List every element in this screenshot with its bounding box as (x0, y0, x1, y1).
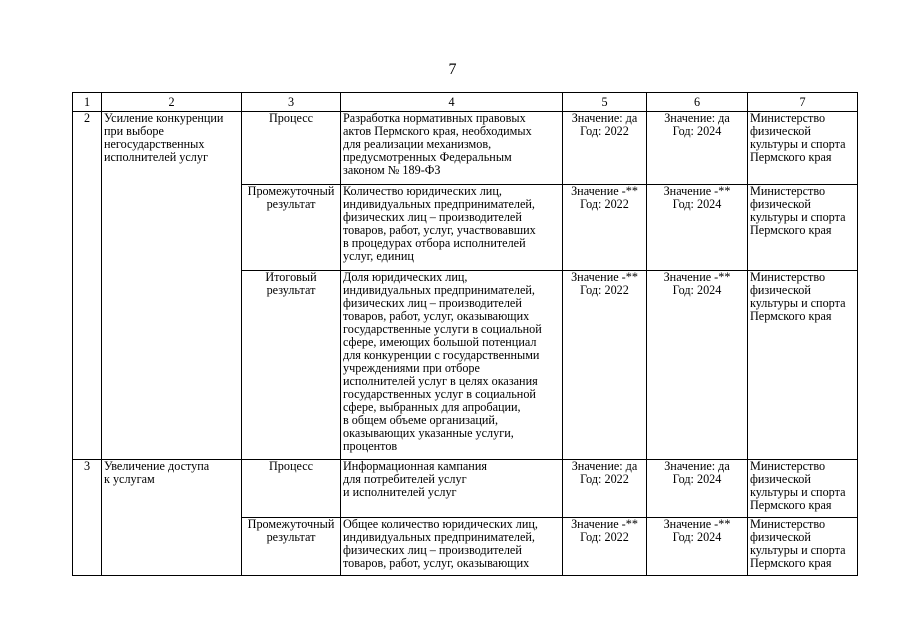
responsible-cell (748, 271, 858, 460)
target-value-cell (647, 112, 748, 185)
measure-type-line: результат (266, 530, 316, 544)
column-header: 3 (242, 93, 341, 112)
indicator-line: Общее количество юридических лиц, (343, 517, 538, 531)
indicator-line: сфере, выбранных для апробации, (343, 400, 521, 414)
indicator-line: Количество юридических лиц, (343, 184, 502, 198)
task-line: Увеличение доступа (104, 459, 210, 473)
indicator-line: государственных услуг в социальной (343, 387, 536, 401)
indicator-cell (341, 112, 563, 185)
responsible-line: Пермского края (750, 309, 832, 323)
base-value-cell (563, 271, 647, 460)
indicator-line: для потребителей услуг (343, 472, 467, 486)
indicator-line: для реализации механизмов, (343, 137, 492, 151)
base-value-cell (563, 460, 647, 518)
responsible-line: Пермского края (750, 556, 832, 570)
responsible-line: Министерство (750, 459, 826, 473)
column-header: 5 (563, 93, 647, 112)
value-line: Значение -** (663, 184, 731, 198)
indicator-line: физических лиц – производителей (343, 543, 522, 557)
task-cell (102, 112, 242, 460)
task-line: негосударственных (104, 137, 205, 151)
year-line: Год: 2024 (672, 197, 722, 211)
indicator-line: товаров, работ, услуг, оказывающих (343, 309, 530, 323)
measure-type-cell (242, 460, 341, 518)
indicator-line: Доля юридических лиц, (343, 270, 468, 284)
indicator-line: индивидуальных предпринимателей, (343, 283, 535, 297)
responsible-line: физической (750, 472, 811, 486)
responsible-line: культуры и спорта (750, 210, 846, 224)
task-line: при выборе (104, 124, 164, 138)
responsible-cell (748, 112, 858, 185)
year-line: Год: 2022 (580, 283, 629, 297)
indicator-line: предусмотренных Федеральным (343, 150, 512, 164)
responsible-line: культуры и спорта (750, 296, 846, 310)
indicator-line: индивидуальных предпринимателей, (343, 530, 535, 544)
indicator-line: сфере, имеющих большой потенциал (343, 335, 537, 349)
indicator-line: Информационная кампания (343, 459, 487, 473)
responsible-line: Министерство (750, 184, 826, 198)
indicator-line: и исполнителей услуг (343, 485, 457, 499)
task-line: исполнителей услуг (104, 150, 208, 164)
indicator-line: для конкуренции с государственными (343, 348, 540, 362)
responsible-cell (748, 460, 858, 518)
indicator-line: в процедурах отбора исполнителей (343, 236, 526, 250)
indicator-line: учреждениями при отборе (343, 361, 480, 375)
indicator-line: процентов (343, 439, 398, 453)
value-line: Значение: да (664, 111, 730, 125)
year-line: Год: 2022 (580, 124, 629, 138)
measure-type-cell (242, 112, 341, 185)
target-value-cell (647, 271, 748, 460)
value-line: Значение -** (571, 517, 638, 531)
indicator-line: оказывающих указанные услуги, (343, 426, 514, 440)
page-number: 7 (448, 61, 457, 78)
indicator-cell (341, 271, 563, 460)
measure-type-line: Процесс (268, 111, 314, 125)
value-line: Значение: да (664, 459, 730, 473)
target-value-cell (647, 460, 748, 518)
column-header: 1 (73, 93, 102, 112)
column-header: 4 (341, 93, 563, 112)
measure-type-line: Процесс (268, 459, 314, 473)
responsible-line: Министерство (750, 517, 826, 531)
indicator-line: физических лиц – производителей (343, 210, 522, 224)
measures-table (72, 92, 858, 576)
responsible-cell (748, 518, 858, 576)
indicator-line: услуг, единиц (343, 249, 414, 263)
responsible-line: физической (750, 197, 811, 211)
indicator-line: в общем объеме организаций, (343, 413, 498, 427)
table-header-row (73, 93, 858, 112)
base-value-cell (563, 518, 647, 576)
column-header: 7 (748, 93, 858, 112)
responsible-line: культуры и спорта (750, 543, 846, 557)
target-value-cell (647, 185, 748, 271)
responsible-line: культуры и спорта (750, 137, 846, 151)
value-line: Значение: да (571, 111, 638, 125)
responsible-line: физической (750, 283, 811, 297)
base-value-cell (563, 112, 647, 185)
indicator-line: законом № 189-ФЗ (343, 163, 441, 177)
responsible-line: культуры и спорта (750, 485, 846, 499)
base-value-cell (563, 185, 647, 271)
column-header: 2 (102, 93, 242, 112)
indicator-line: исполнителей услуг в целях оказания (343, 374, 538, 388)
year-line: Год: 2024 (672, 472, 722, 486)
indicator-cell (341, 185, 563, 271)
indicator-line: физических лиц – производителей (343, 296, 522, 310)
value-line: Значение -** (571, 184, 638, 198)
responsible-line: Пермского края (750, 150, 832, 164)
measure-type-line: Промежуточный (247, 517, 335, 531)
table-row (73, 460, 858, 518)
indicator-cell (341, 460, 563, 518)
task-cell (102, 460, 242, 576)
measure-type-line: результат (266, 283, 316, 297)
measure-type-cell (242, 518, 341, 576)
measure-type-line: Промежуточный (247, 184, 335, 198)
responsible-line: Пермского края (750, 223, 832, 237)
table-row (73, 112, 858, 185)
year-line: Год: 2022 (580, 197, 629, 211)
measure-type-line: Итоговый (265, 270, 317, 284)
measure-type-cell (242, 185, 341, 271)
indicator-line: товаров, работ, услуг, участвовавших (343, 223, 536, 237)
responsible-line: Министерство (750, 270, 826, 284)
value-line: Значение -** (663, 517, 731, 531)
responsible-line: Пермского края (750, 498, 832, 512)
year-line: Год: 2022 (580, 472, 629, 486)
indicator-line: индивидуальных предпринимателей, (343, 197, 535, 211)
indicator-line: Разработка нормативных правовых (343, 111, 526, 125)
responsible-cell (748, 185, 858, 271)
value-line: Значение -** (663, 270, 731, 284)
indicator-line: товаров, работ, услуг, оказывающих (343, 556, 530, 570)
measure-type-cell (242, 271, 341, 460)
column-header: 6 (647, 93, 748, 112)
value-line: Значение -** (571, 270, 638, 284)
year-line: Год: 2024 (672, 124, 722, 138)
task-line: к услугам (104, 472, 155, 486)
row-number: 2 (73, 112, 102, 460)
task-line: Усиление конкуренции (104, 111, 224, 125)
year-line: Год: 2024 (672, 283, 722, 297)
indicator-line: актов Пермского края, необходимых (343, 124, 532, 138)
indicator-line: государственные услуги в социальной (343, 322, 542, 336)
value-line: Значение: да (571, 459, 638, 473)
measure-type-line: результат (266, 197, 316, 211)
responsible-line: физической (750, 124, 811, 138)
target-value-cell (647, 518, 748, 576)
year-line: Год: 2024 (672, 530, 722, 544)
year-line: Год: 2022 (580, 530, 629, 544)
row-number: 3 (73, 460, 102, 576)
indicator-cell (341, 518, 563, 576)
responsible-line: Министерство (750, 111, 826, 125)
responsible-line: физической (750, 530, 811, 544)
